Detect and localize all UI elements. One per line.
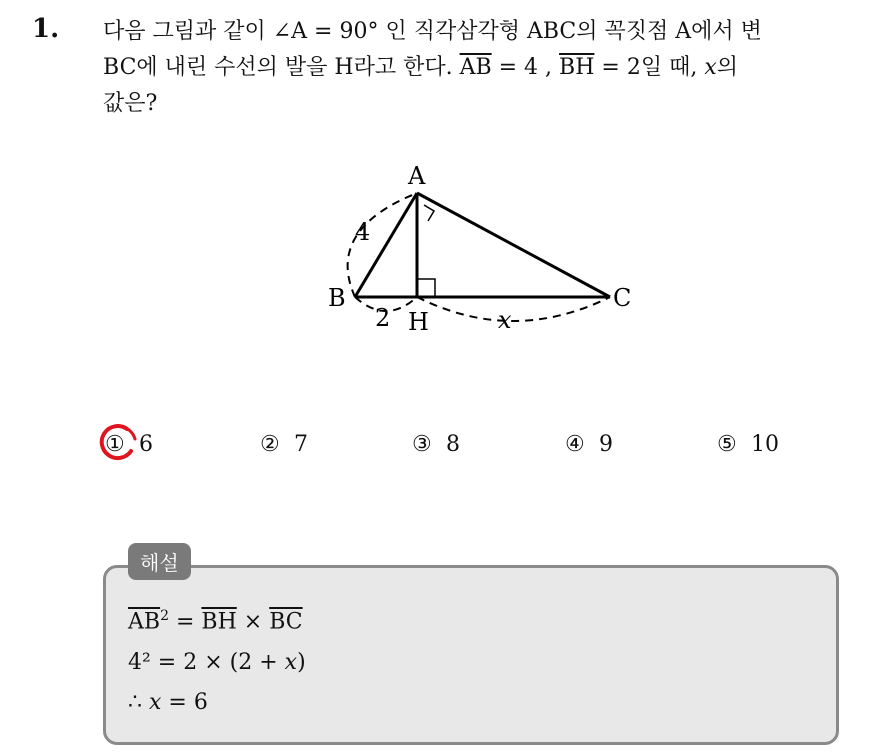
choice-3[interactable]: [412, 425, 460, 465]
segment-ab: $\overline{AB}$: [459, 55, 492, 80]
choice-1-value: 6: [139, 432, 153, 457]
choice-2-mark: ②: [260, 432, 280, 457]
choice-5[interactable]: [717, 425, 779, 465]
label-h: H: [408, 308, 429, 336]
label-len-hc: x: [498, 306, 512, 334]
solution-badge: 해설: [128, 543, 191, 580]
solution-line-3: ∴ x = 6: [128, 690, 208, 715]
choice-3-mark: ③: [412, 432, 432, 457]
label-len-ab: 4: [355, 218, 371, 246]
question-number: 1.: [32, 14, 60, 44]
triangle-figure: [320, 160, 650, 340]
solution-line-1: $\overline{AB}^2 = \overline{BH} \times \overline{BC}$: [128, 608, 303, 635]
label-len-bh: 2: [375, 304, 391, 332]
solution-line-2: 4² = 2 × (2 + x): [128, 650, 306, 675]
variable-x: x: [704, 55, 717, 80]
choice-5-mark: ⑤: [717, 432, 737, 457]
segment-bh: $\overline{BH}$: [559, 55, 595, 80]
choice-3-value: 8: [446, 432, 460, 457]
choice-5-value: 10: [751, 432, 779, 457]
choice-2-value: 7: [294, 432, 308, 457]
choice-1-mark: ①: [105, 432, 125, 457]
solution-box: [103, 565, 839, 745]
question-text: [103, 14, 863, 122]
right-angle-mark-a: [424, 205, 434, 221]
question-line-3: 값은?: [103, 91, 158, 116]
side-ac: [417, 193, 610, 297]
question-line-2: BC에 내린 수선의 발을 H라고 한다. $\overline{AB} = 4$ , $\overline{BH} = 2$일 때, x의: [103, 55, 738, 80]
choice-2[interactable]: [260, 425, 308, 465]
right-angle-mark-h: [417, 279, 435, 297]
choice-4[interactable]: [565, 425, 613, 465]
label-c: C: [613, 284, 632, 312]
choice-1[interactable]: [105, 425, 153, 465]
question-line-1: 다음 그림과 같이 ∠A = 90° 인 직각삼각형 ABC의 꼭짓점 A에서 변: [103, 19, 762, 44]
arc-hc: [417, 297, 610, 321]
choice-4-value: 9: [599, 432, 613, 457]
label-a: A: [408, 162, 426, 190]
answer-choices: [105, 425, 825, 465]
choice-4-mark: ④: [565, 432, 585, 457]
label-b: B: [328, 284, 346, 312]
